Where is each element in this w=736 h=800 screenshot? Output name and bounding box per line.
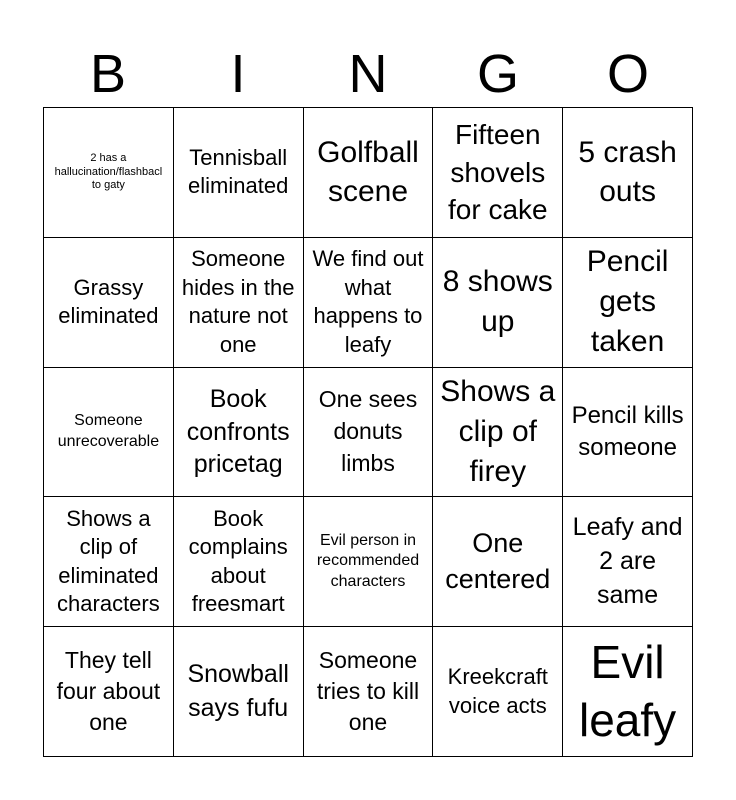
header-letter-b: B: [89, 44, 127, 104]
bingo-board: [43, 107, 693, 757]
bingo-cell[interactable]: [304, 108, 434, 238]
cell-text: One centered: [445, 527, 551, 594]
header-letter-o: O: [606, 44, 649, 104]
bingo-cell[interactable]: [433, 497, 563, 627]
header-letter-n: N: [348, 44, 388, 104]
bingo-cell[interactable]: [174, 627, 304, 757]
cell-text: Grassy eliminated: [58, 274, 159, 329]
cell-text: Someone unrecoverable: [57, 412, 160, 450]
bingo-cell[interactable]: [563, 108, 693, 238]
bingo-cell[interactable]: [433, 108, 563, 238]
cell-text: Golfball scene: [317, 135, 419, 209]
cell-text: Pencil kills someone: [571, 401, 684, 461]
cell-text: 2 has a hallucination/flashbacl to gaty: [54, 151, 163, 192]
cell-text: Fifteen shovels for cake: [447, 118, 548, 226]
bingo-cell[interactable]: [174, 108, 304, 238]
cell-text: Evil leafy: [579, 636, 677, 746]
cell-text: Shows a clip of firey: [440, 375, 556, 488]
cell-text: Book confronts pricetag: [186, 385, 290, 479]
bingo-cell[interactable]: [304, 368, 434, 498]
bingo-cell[interactable]: [44, 238, 174, 368]
bingo-cell[interactable]: [563, 627, 693, 757]
bingo-cell[interactable]: [44, 497, 174, 627]
bingo-cell[interactable]: [433, 627, 563, 757]
cell-text: Snowball says fufu: [187, 659, 289, 722]
cell-text: Kreekcraft voice acts: [447, 664, 548, 718]
bingo-cell[interactable]: [433, 238, 563, 368]
bingo-cell[interactable]: [174, 368, 304, 498]
bingo-cell[interactable]: [44, 627, 174, 757]
cell-text: 5 crash outs: [578, 135, 677, 209]
bingo-cell[interactable]: [174, 238, 304, 368]
cell-text: Evil person in recommended characters: [316, 531, 420, 591]
bingo-cell[interactable]: [44, 368, 174, 498]
cell-text: One sees donuts limbs: [318, 386, 418, 476]
cell-text: Someone tries to kill one: [316, 647, 420, 736]
cell-text: Someone hides in the nature not one: [181, 246, 295, 357]
bingo-cell[interactable]: [44, 108, 174, 238]
cell-text: 8 shows up: [442, 265, 553, 339]
header-letter-g: G: [476, 44, 519, 104]
bingo-cell[interactable]: [433, 368, 563, 498]
bingo-cell[interactable]: [304, 627, 434, 757]
bingo-header: [43, 40, 693, 108]
bingo-cell[interactable]: [563, 497, 693, 627]
cell-text: Leafy and 2 are same: [572, 513, 683, 609]
cell-text: Shows a clip of eliminated characters: [57, 505, 160, 617]
cell-text: They tell four about one: [56, 647, 161, 736]
bingo-cell[interactable]: [174, 497, 304, 627]
bingo-cell[interactable]: [563, 238, 693, 368]
cell-text: Pencil gets taken: [586, 245, 669, 359]
bingo-cell[interactable]: [304, 238, 434, 368]
header-letter-i: I: [230, 44, 246, 104]
bingo-cell[interactable]: [563, 368, 693, 498]
cell-text: Tennisball eliminated: [188, 144, 289, 199]
bingo-cell[interactable]: [304, 497, 434, 627]
cell-text: We find out what happens to leafy: [312, 246, 424, 357]
cell-text: Book complains about freesmart: [188, 505, 288, 617]
